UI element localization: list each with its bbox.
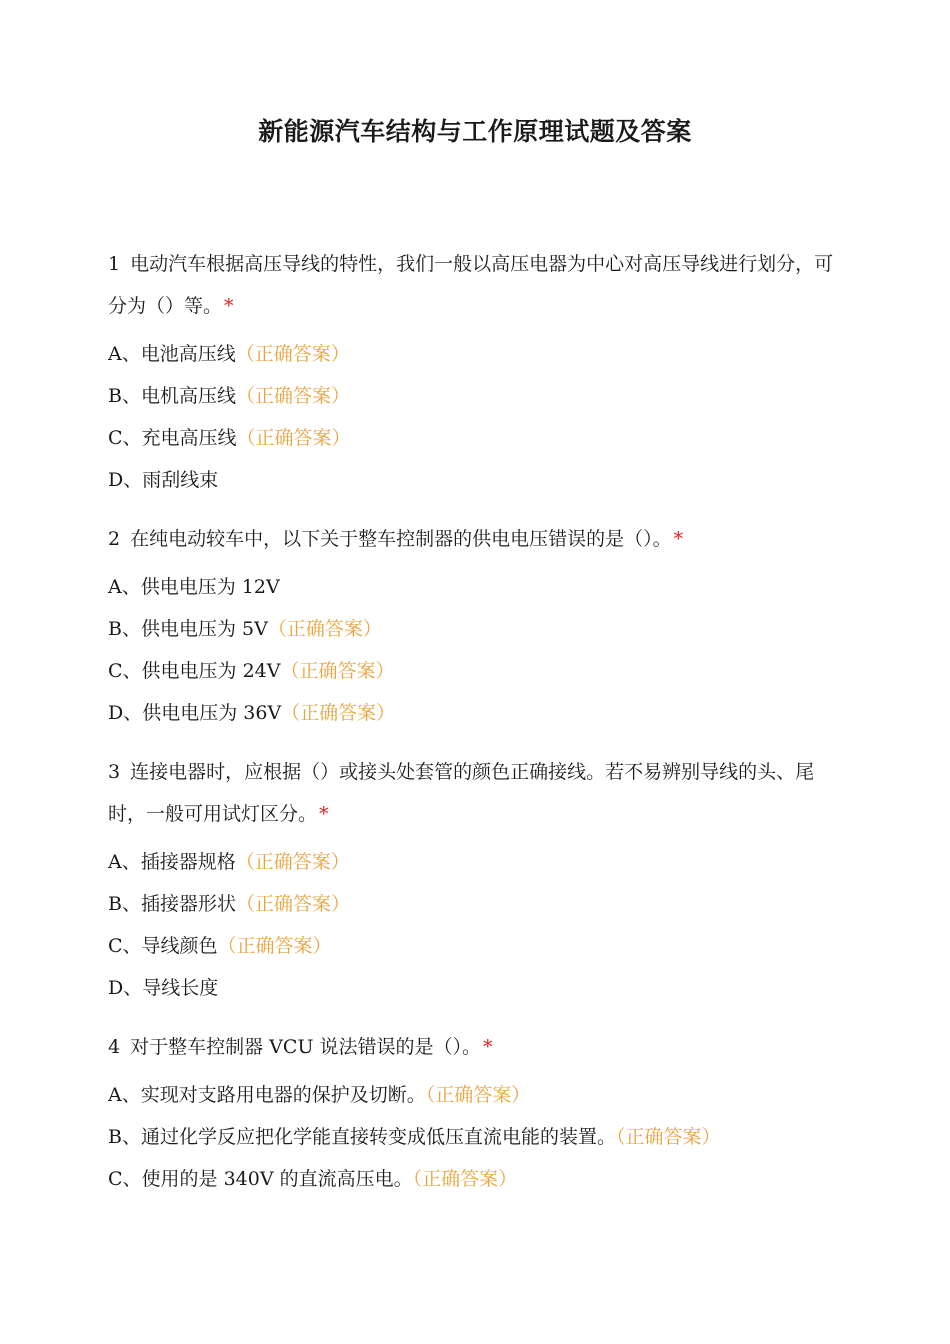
option-b[interactable]: [108, 883, 838, 925]
document-title: 新能源汽车结构与工作原理试题及答案: [258, 117, 692, 146]
option-text: A、电池高压线: [108, 343, 236, 365]
option-c[interactable]: [108, 417, 838, 459]
option-b[interactable]: [108, 608, 838, 650]
required-mark: *: [224, 295, 234, 317]
option-text: D、导线长度: [108, 977, 219, 999]
option-text: A、供电电压为 12V: [108, 576, 280, 598]
question-stem: [108, 518, 838, 560]
option-text: B、电机高压线: [108, 385, 236, 407]
option-text: C、充电高压线: [108, 427, 237, 449]
correct-answer-tag: （正确答案）: [235, 343, 350, 365]
option-text: D、雨刮线束: [108, 469, 219, 491]
option-d[interactable]: [108, 459, 838, 501]
question-number: 2: [108, 528, 121, 550]
option-text: D、供电电压为 36V: [108, 702, 282, 724]
option-b[interactable]: [108, 375, 838, 417]
option-list: [108, 566, 838, 734]
correct-answer-tag: （正确答案）: [281, 702, 396, 724]
question-text: 在纯电动较车中，以下关于整车控制器的供电电压错误的是（）。: [130, 528, 672, 550]
correct-answer-tag: （正确答案）: [412, 1168, 518, 1190]
option-a[interactable]: [108, 333, 838, 375]
option-text: C、供电电压为 24V: [108, 660, 281, 682]
question-text: 电动汽车根据高压导线的特性，我们一般以高压电器为中心对高压导线进行划分，可分为（）等。: [108, 253, 834, 317]
option-text: B、供电电压为 5V: [108, 618, 268, 640]
option-c[interactable]: [108, 650, 838, 692]
question-4: [108, 1026, 838, 1200]
option-list: [108, 841, 838, 1009]
option-text: C、导线颜色: [108, 935, 218, 957]
option-text: C、使用的是 340V 的直流高压电。: [108, 1168, 413, 1190]
correct-answer-tag: （正确答案）: [235, 893, 350, 915]
option-text: B、通过化学反应把化学能直接转变成低压直流电能的装置。: [108, 1126, 616, 1148]
required-mark: *: [673, 528, 684, 550]
question-2: [108, 518, 838, 734]
question-stem: [108, 243, 838, 327]
question-number: 3: [108, 761, 121, 783]
question-number: 1: [108, 253, 121, 275]
correct-answer-tag: （正确答案）: [280, 660, 395, 682]
required-mark: *: [483, 1036, 493, 1058]
question-3: [108, 751, 838, 1009]
question-number: 4: [108, 1036, 121, 1058]
question-text: 对于整车控制器 VCU 说法错误的是（）。: [130, 1036, 481, 1058]
option-list: [108, 333, 838, 501]
option-a[interactable]: [108, 1074, 838, 1116]
option-text: B、插接器形状: [108, 893, 236, 915]
option-a[interactable]: [108, 566, 838, 608]
option-text: A、插接器规格: [108, 851, 236, 873]
question-1: [108, 243, 838, 501]
correct-answer-tag: （正确答案）: [425, 1084, 531, 1106]
correct-answer-tag: （正确答案）: [615, 1126, 721, 1148]
question-text: 连接电器时，应根据（）或接头处套管的颜色正确接线。若不易辨别导线的头、尾时，一般可用试灯区分。: [108, 761, 815, 825]
required-mark: *: [319, 803, 329, 825]
correct-answer-tag: （正确答案）: [235, 851, 350, 873]
option-text: A、实现对支路用电器的保护及切断。: [108, 1084, 426, 1106]
option-c[interactable]: [108, 925, 838, 967]
correct-answer-tag: （正确答案）: [267, 618, 382, 640]
correct-answer-tag: （正确答案）: [235, 385, 350, 407]
option-list: [108, 1074, 838, 1200]
correct-answer-tag: （正确答案）: [236, 427, 351, 449]
option-c[interactable]: [108, 1158, 838, 1200]
option-a[interactable]: [108, 841, 838, 883]
option-d[interactable]: [108, 967, 838, 1009]
option-b[interactable]: [108, 1116, 838, 1158]
option-d[interactable]: [108, 692, 838, 734]
question-stem: [108, 751, 838, 835]
question-stem: [108, 1026, 838, 1068]
correct-answer-tag: （正确答案）: [217, 935, 332, 957]
